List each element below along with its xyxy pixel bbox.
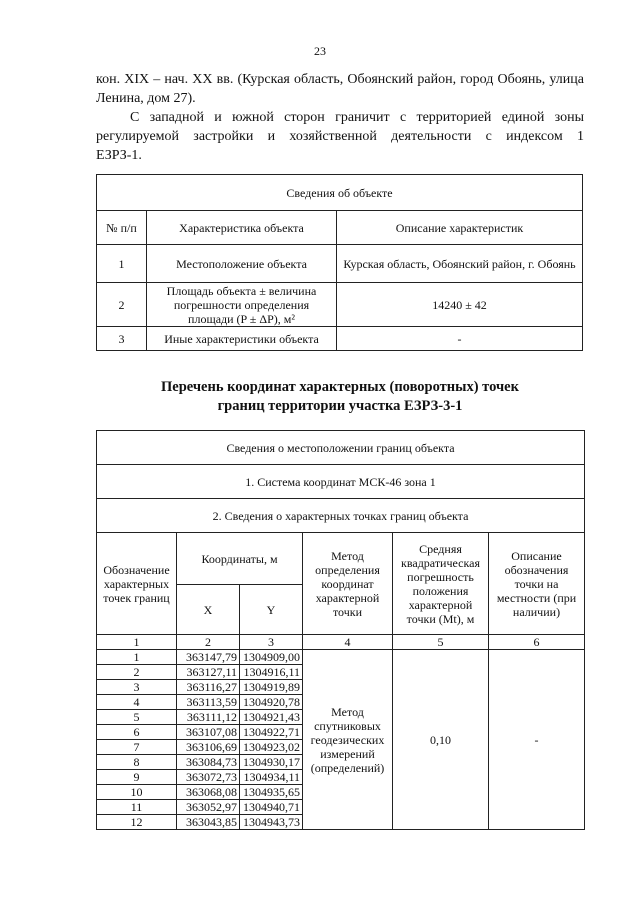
point-id: 5 [97,710,177,725]
point-x: 363072,73 [177,770,240,785]
point-y: 1304919,89 [240,680,303,695]
coord-title-3: 2. Сведения о характерных точках границ объекта [97,499,585,533]
table-row [97,327,583,351]
boundary-line-3: ЕЗРЗ-1. [96,148,142,163]
point-x: 363113,59 [177,695,240,710]
point-x: 363147,79 [177,650,240,665]
point-id: 3 [97,680,177,695]
table-row [97,650,585,665]
point-id: 1 [97,650,177,665]
col-number: 2 [177,635,240,650]
point-x: 363084,73 [177,755,240,770]
col-method-header: Метод определения координат характерной точки [303,533,393,635]
point-x: 363107,08 [177,725,240,740]
col-error-header: Средняя квадратическая погрешность положения характерной точки (Mt), м [393,533,489,635]
point-id: 12 [97,815,177,830]
method-cell: Метод спутниковых геодезических измерений (определений) [303,650,393,830]
row-description: - [337,327,583,351]
point-id: 2 [97,665,177,680]
boundary-paragraph [96,108,584,165]
point-y: 1304921,43 [240,710,303,725]
header-characteristic: Характеристика объекта [147,211,337,245]
point-id: 10 [97,785,177,800]
point-id: 7 [97,740,177,755]
point-y: 1304943,73 [240,815,303,830]
col-coords-header: Координаты, м [177,533,303,585]
col-number: 3 [240,635,303,650]
point-x: 363127,11 [177,665,240,680]
col-number: 6 [489,635,585,650]
col-x-header: X [177,585,240,635]
page-number: 23 [314,44,326,58]
col-number: 4 [303,635,393,650]
col-number: 5 [393,635,489,650]
point-id: 11 [97,800,177,815]
col-y-header: Y [240,585,303,635]
point-x: 363106,69 [177,740,240,755]
point-y: 1304934,11 [240,770,303,785]
table-row [97,283,583,327]
point-y: 1304930,17 [240,755,303,770]
point-x: 363068,08 [177,785,240,800]
coordinates-table [96,430,585,830]
boundary-line-2: регулируемой застройки и хозяйственной деятельности с индексом 1 [96,129,584,144]
point-y: 1304916,11 [240,665,303,680]
description-cell: - [489,650,585,830]
row-characteristic: Площадь объекта ± величина погрешности определения площади (P ± ΔP), м² [147,283,337,327]
error-cell: 0,10 [393,650,489,830]
point-x: 363111,12 [177,710,240,725]
point-y: 1304923,02 [240,740,303,755]
row-number: 1 [97,245,147,283]
col-point-header: Обозначение характерных точек границ [97,533,177,635]
row-characteristic: Местоположение объекта [147,245,337,283]
header-description: Описание характеристик [337,211,583,245]
coordinates-heading [96,378,584,416]
row-number: 3 [97,327,147,351]
heading-line-2: границ территории участка ЕЗРЗ-3-1 [217,398,463,414]
point-y: 1304935,65 [240,785,303,800]
heading-line-1: Перечень координат характерных (поворотных) точек [161,379,519,395]
point-y: 1304909,00 [240,650,303,665]
point-x: 363043,85 [177,815,240,830]
object-table-caption: Сведения об объекте [97,175,583,211]
point-id: 8 [97,755,177,770]
coord-title-1: Сведения о местоположении границ объекта [97,431,585,465]
boundary-line-1: С западной и южной сторон граничит с территорией единой зоны [130,110,584,125]
point-y: 1304922,71 [240,725,303,740]
point-x: 363116,27 [177,680,240,695]
coord-title-2: 1. Система координат МСК-46 зона 1 [97,465,585,499]
row-number: 2 [97,283,147,327]
col-description-header: Описание обозначения точки на местности (при наличии) [489,533,585,635]
point-y: 1304920,78 [240,695,303,710]
row-description: Курская область, Обоянский район, г. Обоянь [337,245,583,283]
row-description: 14240 ± 42 [337,283,583,327]
point-y: 1304940,71 [240,800,303,815]
point-id: 9 [97,770,177,785]
row-characteristic: Иные характеристики объекта [147,327,337,351]
point-x: 363052,97 [177,800,240,815]
point-id: 6 [97,725,177,740]
point-id: 4 [97,695,177,710]
intro-paragraph: кон. XIX – нач. XX вв. (Курская область, Обоянский район, город Обоянь, улица Ленина, дом 27). [96,72,584,106]
col-number: 1 [97,635,177,650]
table-row [97,245,583,283]
header-number: № п/п [97,211,147,245]
object-info-table [96,174,583,351]
